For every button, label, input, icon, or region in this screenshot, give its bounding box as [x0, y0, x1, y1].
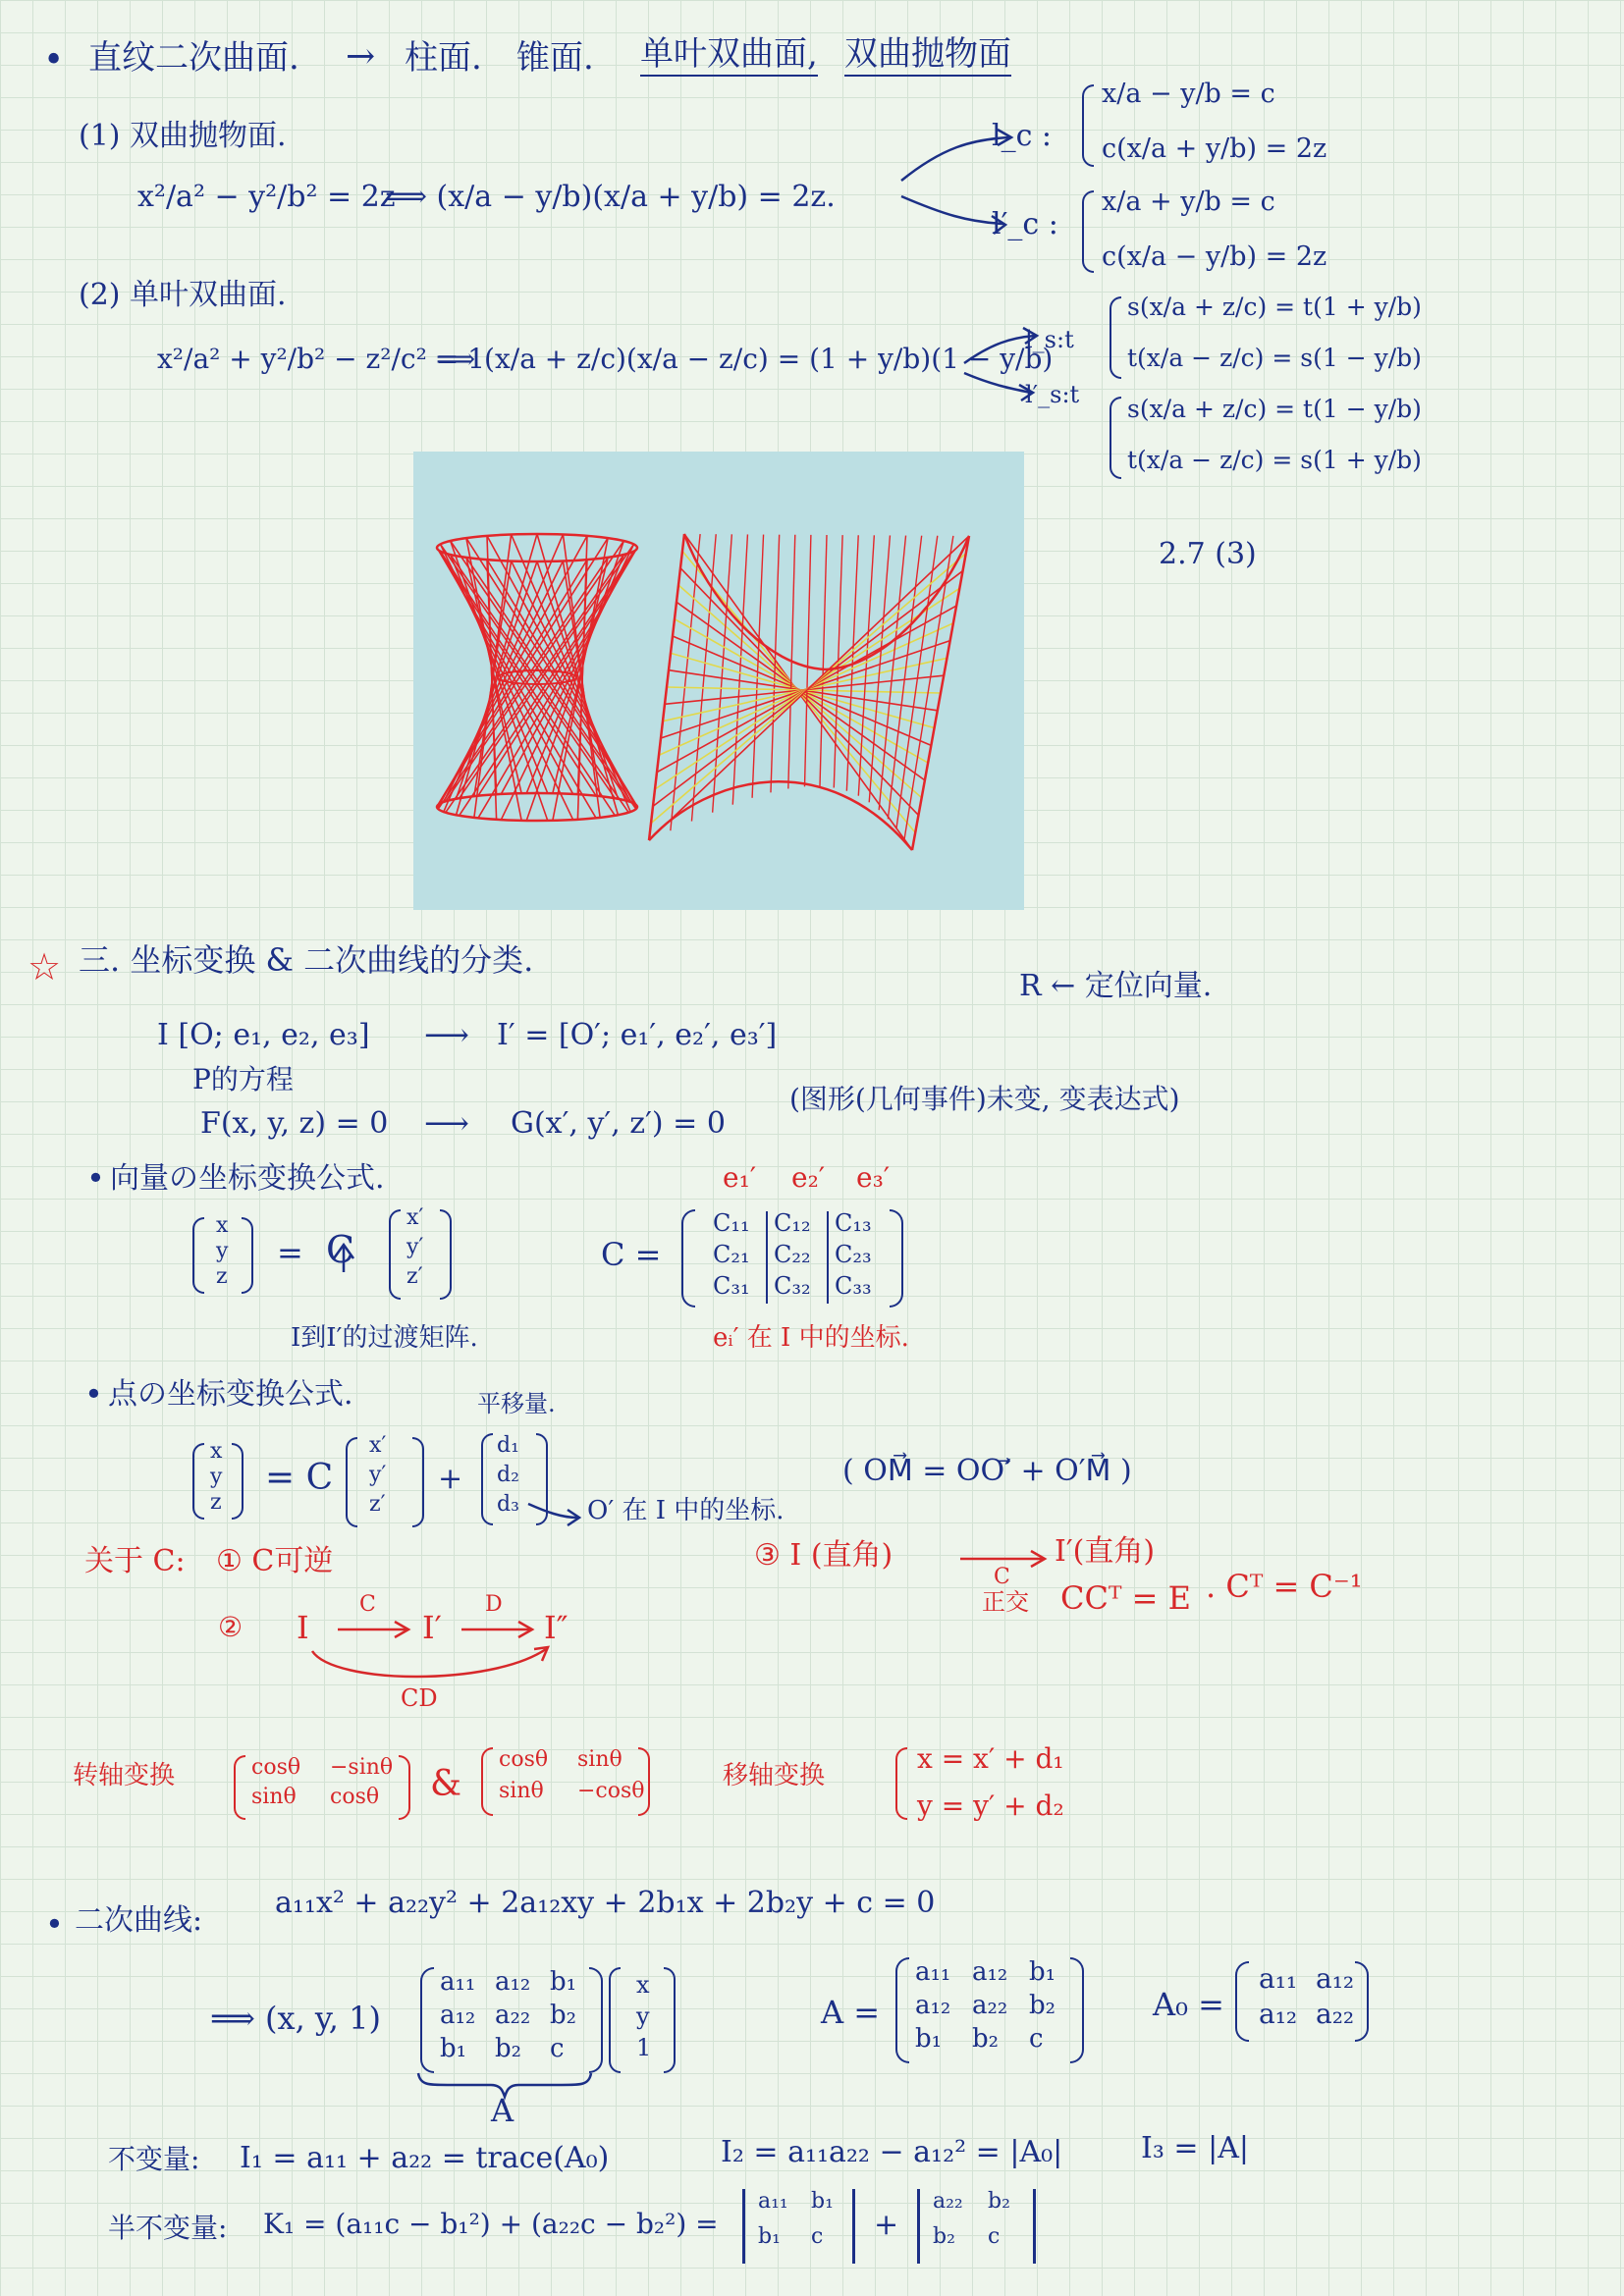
point-heading: 点の坐标变换公式. [108, 1377, 353, 1412]
matrix-cell: c [988, 2224, 1001, 2249]
about-C-label: 关于 C: [84, 1544, 186, 1578]
matrix-cell: a₂₂ [933, 2189, 963, 2214]
matrix-cell: b₁ [811, 2189, 834, 2214]
A0-paren-r [1355, 1961, 1369, 2042]
matrix-cell: b₁ [915, 2024, 943, 2054]
invariant-I2: I₂ = a₁₁a₂₂ − a₁₂² = |A₀| [721, 2135, 1063, 2169]
matrix-cell: b₂ [988, 2189, 1010, 2214]
col-header-e2: e₂′ [791, 1161, 826, 1194]
hyperboloid-family1-line2: t(x/a − z/c) = s(1 − y/b) [1127, 344, 1422, 372]
eq-note: (图形(几何事件)未变, 变表达式) [789, 1083, 1180, 1115]
C-label: C = [601, 1236, 662, 1273]
matrix-cell: a₁₁ [1259, 1962, 1298, 1995]
matrix-cell: c [811, 2224, 824, 2249]
paraboloid-family2-line2: c(x/a − y/b) = 2z [1102, 241, 1327, 272]
matrix-cell: C₂₂ [774, 1241, 811, 1268]
matrix-cell: b₁ [550, 1967, 577, 1997]
col-note: eᵢ′ 在 I 中的坐标. [713, 1323, 909, 1353]
pt-rhs-z: z′ [369, 1492, 386, 1517]
matrix-cell: −cosθ [577, 1779, 645, 1803]
matrix-cell: c [550, 2034, 565, 2063]
matrix-cell: C₃₂ [774, 1272, 811, 1300]
matrix-cell: C₁₁ [713, 1209, 750, 1237]
semi-invariants-label: 半不变量: [108, 2212, 228, 2244]
chain-CD: CD [401, 1684, 438, 1712]
hyperboloid-heading: (2) 单叶双曲面. [79, 278, 287, 312]
frame-new: I′ = [O′; e₁′, e₂′, e₃′] [497, 1018, 778, 1052]
matrix-cell: sinθ [499, 1779, 544, 1803]
hyperboloid-family1-line1: s(x/a + z/c) = t(1 + y/b) [1127, 293, 1422, 321]
vector-heading: 向量の坐标变换公式. [110, 1161, 385, 1196]
shift-eq1: x = x′ + d₁ [917, 1742, 1064, 1775]
rotation-label: 转轴变换 [73, 1761, 176, 1790]
A-underlabel: A [491, 2092, 514, 2129]
A-label: A = [821, 1994, 881, 2031]
header-item-paraboloid: 双曲抛物面 [844, 37, 1011, 77]
matrix-cell: C₁₂ [774, 1209, 811, 1237]
matrix-cell: a₁₂ [972, 1957, 1008, 1987]
d2: d₂ [497, 1463, 519, 1487]
shift-eq2: y = y′ + d₂ [917, 1789, 1064, 1822]
paraboloid-family2-line1: x/a + y/b = c [1102, 187, 1275, 217]
frame-arrow: ⟶ [424, 1016, 469, 1053]
vec-C: C [326, 1228, 355, 1271]
header-item-cone: 锥面. [516, 38, 594, 78]
eq-arrow: ⟶ [424, 1104, 469, 1142]
transition-matrix-note: I到I′的过渡矩阵. [291, 1323, 478, 1353]
paraboloid-family1-line1: x/a − y/b = c [1102, 79, 1275, 109]
ortho-label: 正交 [982, 1588, 1029, 1616]
vec-lhs-z: z [216, 1264, 228, 1289]
vector-bullet: • [86, 1159, 105, 1197]
hyperboloid-family2-line2: t(x/a − z/c) = s(1 + y/b) [1127, 446, 1422, 474]
A-paren-r [1070, 1957, 1084, 2063]
matrix-cell: cosθ [499, 1747, 549, 1772]
matrix-cell: a₁₂ [440, 2001, 476, 2030]
header-arrow: → [346, 36, 376, 77]
matrix-cell: a₂₂ [972, 1991, 1008, 2020]
pt-lhs-y: y [210, 1465, 223, 1489]
pt-lhs-x: x [210, 1439, 223, 1464]
about-C-point3: ③ I (直角) [754, 1538, 893, 1573]
eq-label: P的方程 [192, 1063, 294, 1095]
about-C-p2-num: ② [218, 1611, 244, 1643]
conic-vec-1: 1 [636, 2034, 652, 2061]
section3-heading: 三. 坐标变换 & 二次曲线的分类. [79, 941, 534, 979]
vec-eq: = [277, 1234, 303, 1271]
invariants-label: 不变量: [108, 2143, 200, 2175]
d3: d₃ [497, 1492, 519, 1517]
chain-C: C [359, 1592, 376, 1617]
exercise-ref: 2.7 (3) [1159, 537, 1257, 571]
matrix-cell: b₁ [440, 2034, 467, 2063]
hyperboloid-family1-label: l_s:t [1025, 326, 1074, 353]
about-C-point1: ① C可逆 [216, 1544, 334, 1578]
shift-axis-label: 移轴变换 [723, 1761, 826, 1790]
matrix-cell: a₂₂ [1316, 1998, 1355, 2030]
matrix-cell: c [1029, 2024, 1044, 2054]
invariant-I1: I₁ = a₁₁ + a₂₂ = trace(A₀) [240, 2141, 610, 2175]
det1-bar-r [852, 2189, 855, 2264]
matrix-cell: b₁ [1029, 1957, 1056, 1987]
pt-eqC: = C [265, 1458, 334, 1498]
chain-I1: I′ [422, 1609, 442, 1646]
matrix-cell: b₁ [758, 2224, 781, 2249]
A0-paren-l [1235, 1961, 1249, 2042]
header-title: 直纹二次曲面. [88, 38, 299, 78]
matrix-cell: cosθ [330, 1785, 380, 1809]
A0-label: A₀ = [1153, 1986, 1224, 2023]
det2-bar-l [917, 2189, 920, 2264]
pt-plus: + [438, 1462, 463, 1496]
conic-general-equation: a₁₁x² + a₂₂y² + 2a₁₂xy + 2b₁x + 2b₂y + c = 0 [275, 1886, 936, 1920]
matrix-cell: C₃₃ [835, 1272, 872, 1300]
matrix-cell: C₃₁ [713, 1272, 750, 1300]
paraboloid-factored: ⟹ (x/a − y/b)(x/a + y/b) = 2z. [385, 180, 836, 214]
conic-lhs: ⟹ (x, y, 1) [210, 2000, 381, 2037]
vector-identity: ( OM⃗ = OO′⃗ + O′M⃗ ) [842, 1454, 1132, 1488]
conic-label: 二次曲线: [75, 1903, 203, 1938]
paraboloid-family1-line2: c(x/a + y/b) = 2z [1102, 133, 1327, 164]
paraboloid-equation: x²/a² − y²/b² = 2z [137, 180, 396, 214]
matrix-cell: C₂₁ [713, 1241, 750, 1268]
shift-label: 平移量. [477, 1390, 556, 1417]
matrix-cell: a₁₂ [1259, 1998, 1298, 2030]
d-note: O′ 在 I 中的坐标. [587, 1496, 785, 1525]
det2-bar-r [1033, 2189, 1036, 2264]
eq-old: F(x, y, z) = 0 [200, 1106, 389, 1141]
conic-vec-y: y [636, 2002, 650, 2030]
pt-rhs-y: y′ [369, 1463, 387, 1487]
hyperboloid-factored: ⟹ (x/a + z/c)(x/a − z/c) = (1 + y/b)(1 − y/b) [436, 343, 1054, 375]
matrix-cell: −sinθ [330, 1755, 394, 1780]
paraboloid-heading: (1) 双曲抛物面. [79, 119, 287, 153]
chain-I2: I″ [544, 1609, 568, 1646]
header-item-cylinder: 柱面. [405, 38, 482, 78]
p3-C: C [994, 1565, 1010, 1589]
paraboloid-family1-label: l_c : [992, 119, 1053, 153]
det1-bar-l [742, 2189, 745, 2264]
header-bullet: • [43, 40, 65, 80]
matrix-cell: cosθ [251, 1755, 301, 1780]
eq-new: G(x′, y′, z′) = 0 [511, 1106, 726, 1141]
ortho-eq2: . Cᵀ = C⁻¹ [1206, 1568, 1363, 1605]
semi-invariant-K1: K₁ = (a₁₁c − b₁²) + (a₂₂c − b₂²) = [263, 2208, 719, 2240]
matrix-cell: a₁₁ [440, 1967, 476, 1997]
matrix-cell: C₁₃ [835, 1209, 872, 1237]
vec-rhs-z: z′ [406, 1264, 423, 1289]
matrix-cell: a₁₁ [915, 1957, 951, 1987]
col-header-e1: e₁′ [723, 1161, 757, 1194]
chain-I: I [297, 1609, 309, 1646]
col-header-e3: e₃′ [856, 1161, 891, 1194]
matrix-cell: a₁₂ [1316, 1962, 1355, 1995]
paraboloid-family2-label: l′_c : [992, 207, 1058, 241]
matrix-cell: b₂ [972, 2024, 1000, 2054]
conic-vec-x: x [636, 1971, 650, 1999]
frame-old: I [O; e₁, e₂, e₃] [157, 1018, 370, 1052]
matrix-cell: a₁₂ [495, 1967, 531, 1997]
matrix-cell: sinθ [577, 1747, 623, 1772]
A-paren-l [895, 1957, 909, 2063]
matrix-cell: a₁₂ [915, 1991, 951, 2020]
point-bullet: • [84, 1375, 103, 1413]
matrix-cell: C₂₃ [835, 1241, 872, 1268]
matrix-cell: b₂ [933, 2224, 955, 2249]
ortho-eq: CCᵀ = E [1060, 1579, 1191, 1617]
matrix-cell: a₂₂ [495, 2001, 531, 2030]
matrix-cell: b₂ [1029, 1991, 1056, 2020]
p3-I1: I′(直角) [1055, 1534, 1156, 1569]
K1-plus: + [874, 2208, 899, 2242]
invariant-I3: I₃ = |A| [1141, 2131, 1249, 2165]
section-star-icon: ☆ [27, 945, 62, 988]
vec-rhs-y: y′ [406, 1235, 424, 1259]
section3-note: R ← 定位向量. [1019, 969, 1213, 1003]
vec-lhs-y: y [216, 1239, 229, 1263]
vec-rhs-x: x′ [406, 1205, 424, 1230]
conic-bullet: • [45, 1905, 64, 1943]
header-item-hyperboloid: 单叶双曲面, [640, 37, 818, 77]
matrix-cell: b₂ [550, 2001, 577, 2030]
rotation-amp: & [430, 1764, 462, 1804]
vec-lhs-x: x [216, 1213, 229, 1238]
chain-D: D [485, 1592, 503, 1617]
matrix-cell: a₁₁ [758, 2189, 788, 2214]
hyperboloid-equation: x²/a² + y²/b² − z²/c² = 1 [157, 343, 485, 375]
matrix-cell: sinθ [251, 1785, 297, 1809]
d1: d₁ [497, 1433, 519, 1458]
pt-lhs-z: z [210, 1490, 222, 1515]
matrix-cell: b₂ [495, 2034, 522, 2063]
hyperboloid-family2-line1: s(x/a + z/c) = t(1 − y/b) [1127, 395, 1422, 423]
pt-rhs-x: x′ [369, 1433, 387, 1458]
hyperboloid-family2-label: l′_s:t [1025, 381, 1080, 408]
